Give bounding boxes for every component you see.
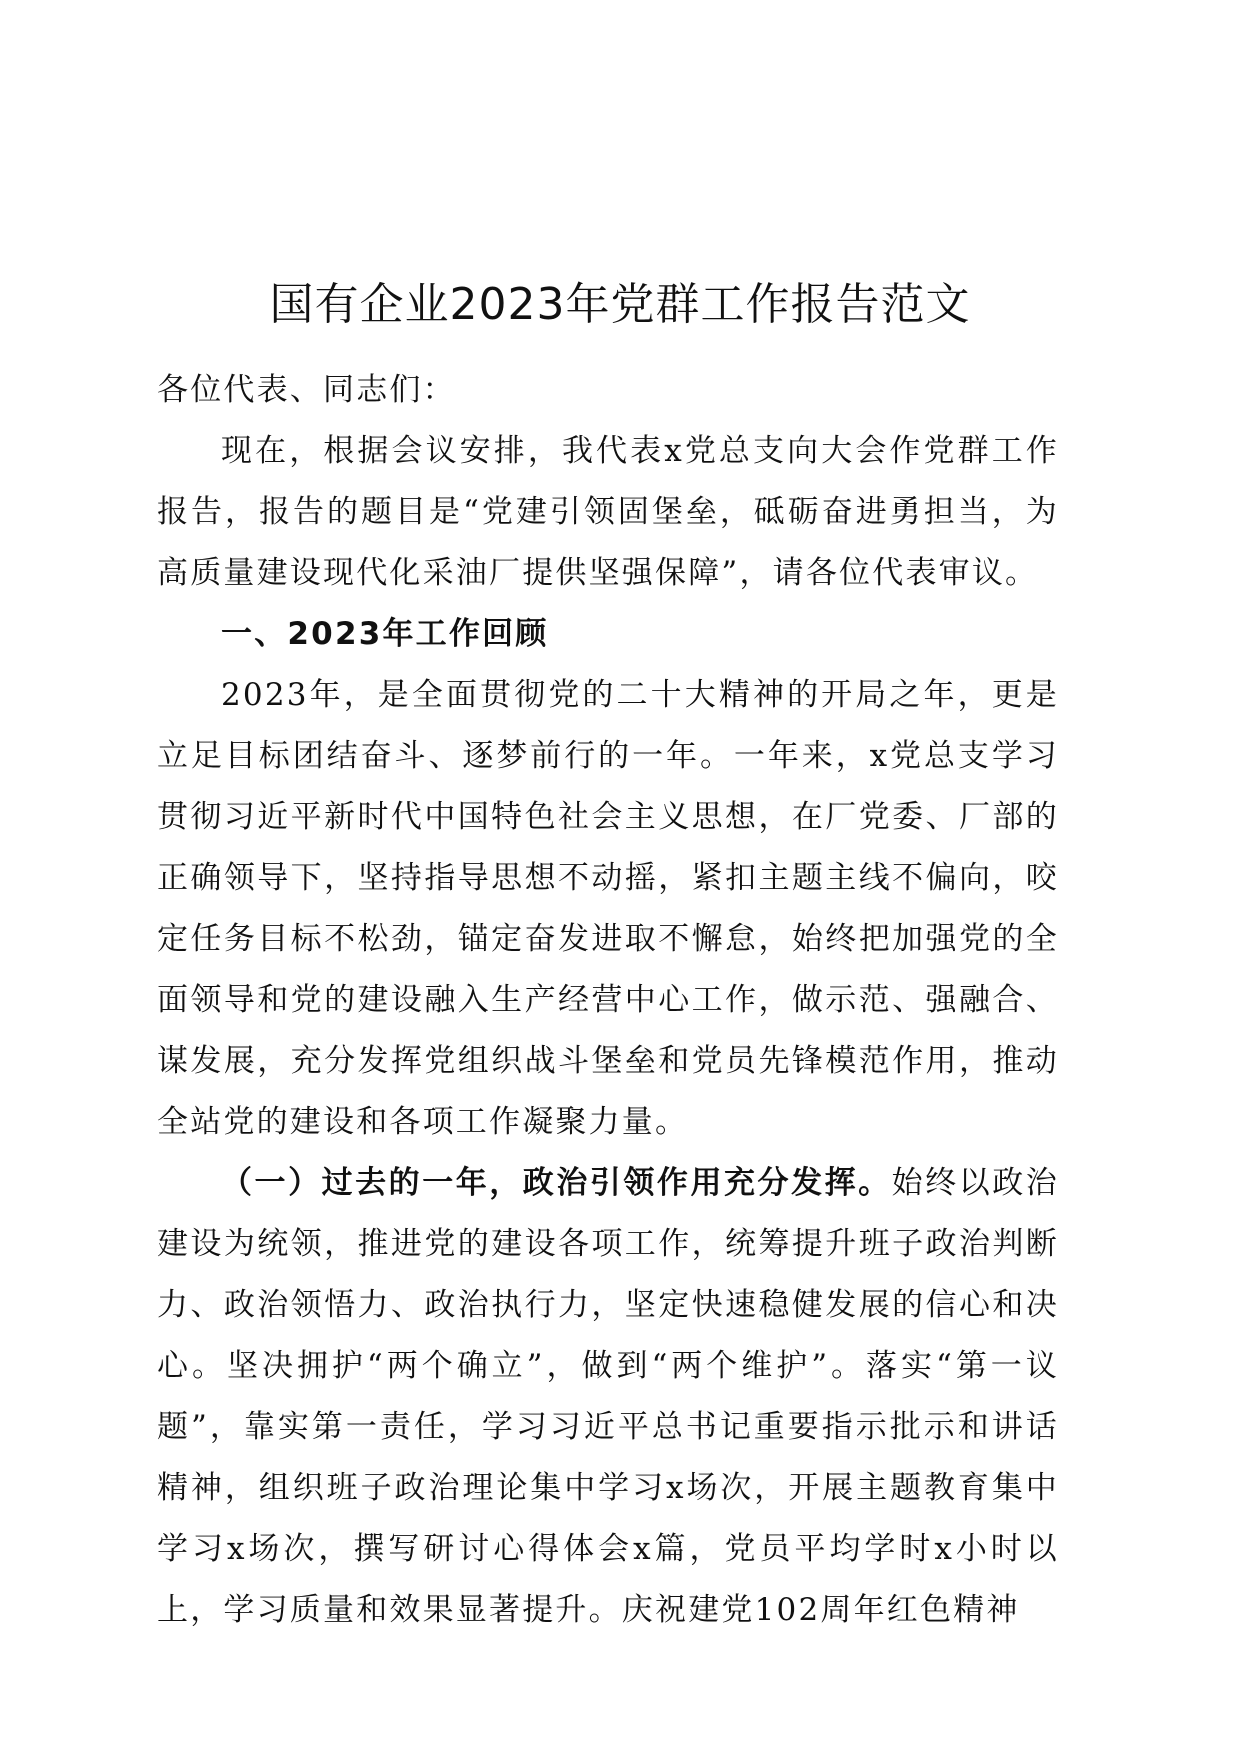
document-title: 国有企业2023年党群工作报告范文 [269, 279, 971, 330]
intro-paragraph: 现在，根据会议安排，我代表x党总支向大会作党群工作报告，报告的题目是“党建引领固堡垒，砥砺奋进勇担当，为高质量建设现代化采油厂提供坚强保障”，请各位代表审议。 [157, 433, 1059, 591]
section-heading-work-review: 一、2023年工作回顾 [221, 616, 549, 652]
political-leadership-text: 始终以政治建设为统领，推进党的建设各项工作，统筹提升班子政治判断力、政治领悟力、政治执行力，坚定快速稳健发展的信心和决心。坚决拥护“两个确立”，做到“两个维护”。落实“第一议题”，靠实第一责任，学习习近平总书记重要指示批示和讲话精神，组织班子政治理论集中学习x场次，开展主题教育集中学习x场次，撰写研讨心得体会x篇，党员平均学时x小时以上，学习质量和效果显著提升。庆祝建党102周年红色精神 [157, 1165, 1060, 1628]
subsection-heading-political-leadership: （一）过去的一年，政治引领作用充分发挥。 [221, 1165, 892, 1201]
document-body [157, 360, 1059, 1641]
salutation: 各位代表、同志们： [157, 372, 456, 408]
work-review-paragraph: 2023年，是全面贯彻党的二十大精神的开局之年，更是立足目标团结奋斗、逐梦前行的一年。一年来，x党总支学习贯彻习近平新时代中国特色社会主义思想，在厂党委、厂部的正确领导下，坚持指导思想不动摇，紧扣主题主线不偏向，咬定任务目标不松劲，锚定奋发进取不懈怠，始终把加强党的全面领导和党的建设融入生产经营中心工作，做示范、强融合、谋发展，充分发挥党组织战斗堡垒和党员先锋模范作用，推动全站党的建设和各项工作凝聚力量。 [157, 677, 1059, 1140]
political-leadership-paragraph [157, 1153, 1059, 1641]
